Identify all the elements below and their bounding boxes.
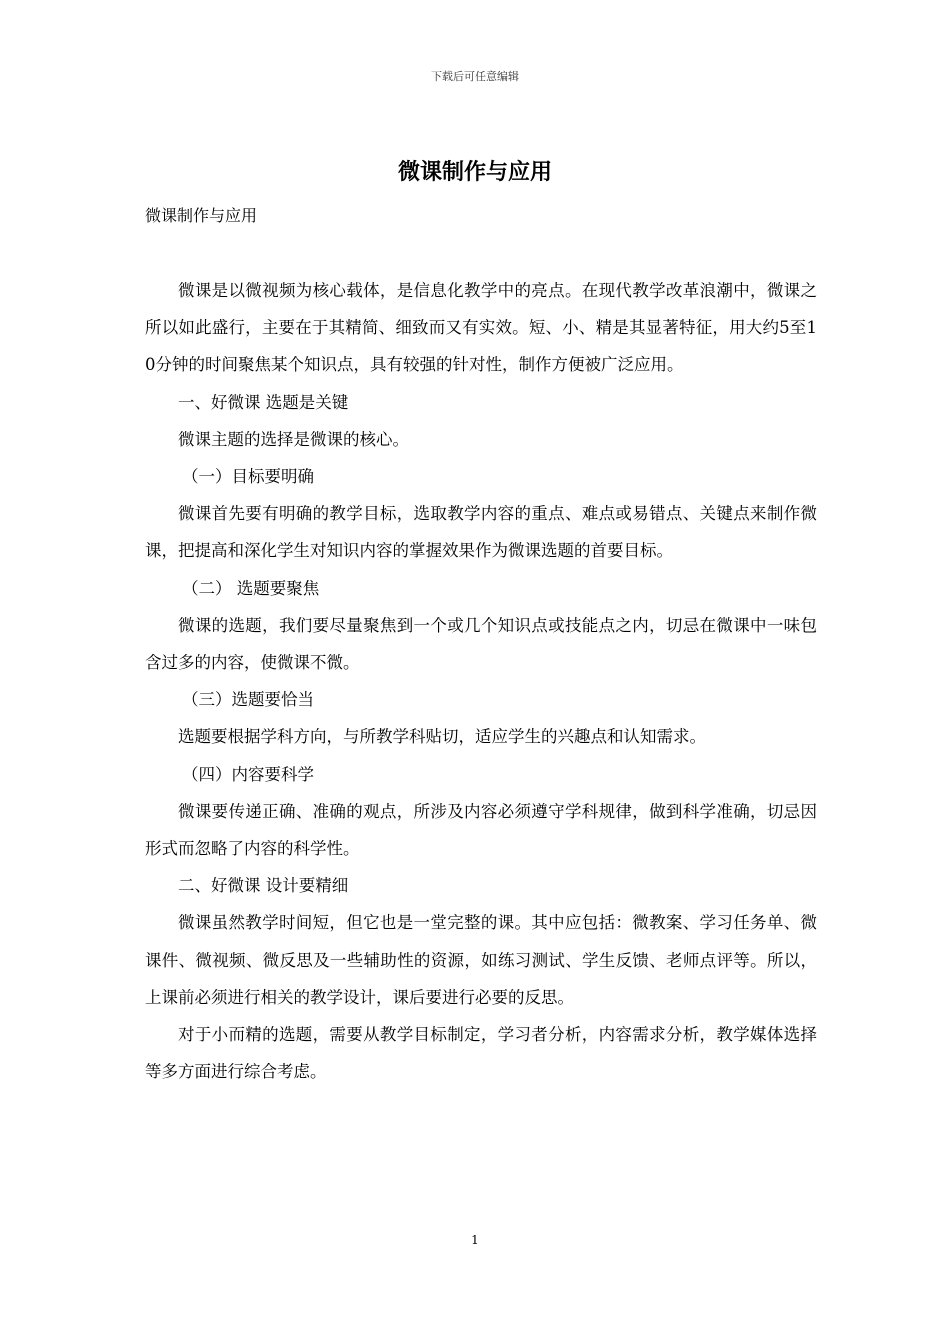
paragraph: 微课虽然教学时间短，但它也是一堂完整的课。其中应包括：微教案、学习任务单、微课件、微视频、微反思及一些辅助性的资源，如练习测试、学生反馈、老师点评等。所以，上课前必须进行相关的教学设计，课后要进行必要的反思。 <box>145 913 817 1007</box>
paragraph: 微课主题的选择是微课的核心。 <box>178 429 409 449</box>
document-title: 微课制作与应用 <box>397 159 552 185</box>
subsection-heading: （四）内容要科学 <box>182 764 314 784</box>
document-subtitle: 微课制作与应用 <box>145 206 258 225</box>
page-header: 下载后可任意编辑 <box>431 70 519 83</box>
section-heading-1: 一、好微课 选题是关键 <box>178 392 349 412</box>
subsection-heading: （二） 选题要聚焦 <box>182 578 320 598</box>
paragraph: 选题要根据学科方向，与所教学科贴切，适应学生的兴趣点和认知需求。 <box>178 727 706 747</box>
subsection-heading: （一）目标要明确 <box>182 467 314 487</box>
paragraph: 微课的选题，我们要尽量聚焦到一个或几个知识点或技能点之内，切忌在微课中一味包含过多的内容，使微课不微。 <box>145 615 817 673</box>
section-heading-2: 二、好微课 设计要精细 <box>178 876 349 896</box>
subsection-heading: （三）选题要恰当 <box>182 690 314 710</box>
page-number: 1 <box>471 1233 479 1247</box>
paragraph: 对于小而精的选题，需要从教学目标制定，学习者分析，内容需求分析，教学媒体选择等多方面进行综合考虑。 <box>145 1025 817 1082</box>
paragraph: 微课首先要有明确的教学目标，选取教学内容的重点、难点或易错点、关键点来制作微课，把提高和深化学生对知识内容的掌握效果作为微课选题的首要目标。 <box>145 504 817 561</box>
document-body <box>145 272 817 1090</box>
paragraph-intro: 微课是以微视频为核心载体，是信息化教学中的亮点。在现代教学改革浪潮中，微课之所以如此盛行，主要在于其精简、细致而又有实效。短、小、精是其显著特征，用大约5至10分钟的时间聚焦某个知识点，具有较强的针对性，制作方便被广泛应用。 <box>145 281 817 375</box>
paragraph: 微课要传递正确、准确的观点，所涉及内容必须遵守学科规律，做到科学准确，切忌因形式而忽略了内容的科学性。 <box>145 801 817 859</box>
